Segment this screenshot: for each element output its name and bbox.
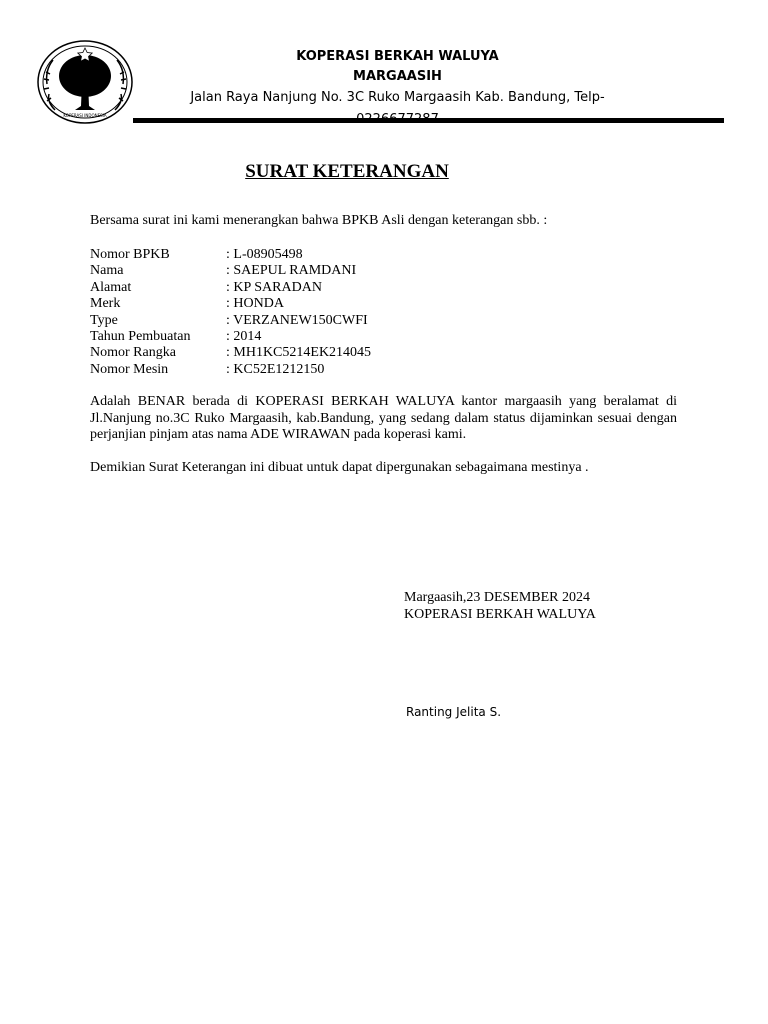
detail-value: : 2014 bbox=[226, 329, 261, 345]
detail-row-type bbox=[90, 313, 371, 329]
detail-label: Nama bbox=[90, 263, 124, 279]
detail-label: Merk bbox=[90, 296, 121, 312]
detail-value: : L-08905498 bbox=[226, 247, 303, 263]
signature-block bbox=[404, 590, 596, 623]
org-name: KOPERASI BERKAH WALUYA bbox=[296, 49, 499, 64]
detail-label: Tahun Pembuatan bbox=[90, 329, 191, 345]
vehicle-details bbox=[90, 247, 371, 378]
detail-value: : HONDA bbox=[226, 296, 284, 312]
org-branch: MARGAASIH bbox=[353, 69, 442, 84]
signature-org: KOPERASI BERKAH WALUYA bbox=[404, 606, 596, 622]
detail-label: Alamat bbox=[90, 279, 132, 295]
detail-value: : KC52E1212150 bbox=[226, 362, 324, 378]
detail-value: : KP SARADAN bbox=[226, 280, 322, 296]
place-date: Margaasih,23 DESEMBER 2024 bbox=[404, 590, 591, 605]
detail-row-nama bbox=[90, 263, 371, 279]
detail-row-alamat bbox=[90, 280, 371, 296]
detail-label: Nomor Rangka bbox=[90, 345, 176, 361]
detail-value: : MH1KC5214EK214045 bbox=[226, 345, 371, 361]
detail-label: Nomor BPKB bbox=[90, 247, 170, 262]
statement-paragraph: Adalah BENAR berada di KOPERASI BERKAH WALUYA kantor margaasih yang beralamat di Jl.Nanjung no.3C Ruko Margaasih, kab.Bandung, yang sedang dalam status dijaminkan sesuai dengan perjanjian pinjam atas nama ADE WIRAWAN pada koperasi kami. bbox=[90, 394, 677, 442]
org-address: Jalan Raya Nanjung No. 3C Ruko Margaasih Kab. Bandung, Telp- bbox=[190, 90, 605, 105]
document-title: SURAT KETERANGAN bbox=[245, 161, 449, 182]
cooperative-tree-emblem-icon bbox=[37, 40, 135, 126]
detail-row-merk bbox=[90, 296, 371, 312]
detail-row-tahun-pembuatan bbox=[90, 329, 371, 345]
logo-caption: KOPERASI INDONESIA bbox=[63, 113, 107, 118]
cooperative-logo bbox=[37, 40, 135, 126]
detail-value: : SAEPUL RAMDANI bbox=[226, 263, 356, 279]
detail-label: Type bbox=[90, 312, 118, 328]
intro-paragraph: Bersama surat ini kami menerangkan bahwa BPKB Asli dengan keterangan sbb. : bbox=[90, 213, 548, 228]
detail-value: : VERZANEW150CWFI bbox=[226, 313, 368, 329]
signer-name: Ranting Jelita S. bbox=[406, 705, 502, 719]
detail-label: Nomor Mesin bbox=[90, 361, 169, 377]
detail-row-nomor-rangka bbox=[90, 345, 371, 361]
header-divider bbox=[133, 118, 724, 123]
closing-paragraph: Demikian Surat Keterangan ini dibuat untuk dapat dipergunakan sebagaimana mestinya . bbox=[90, 460, 589, 475]
detail-row-nomor-bpkb bbox=[90, 247, 371, 263]
detail-row-nomor-mesin bbox=[90, 362, 371, 378]
